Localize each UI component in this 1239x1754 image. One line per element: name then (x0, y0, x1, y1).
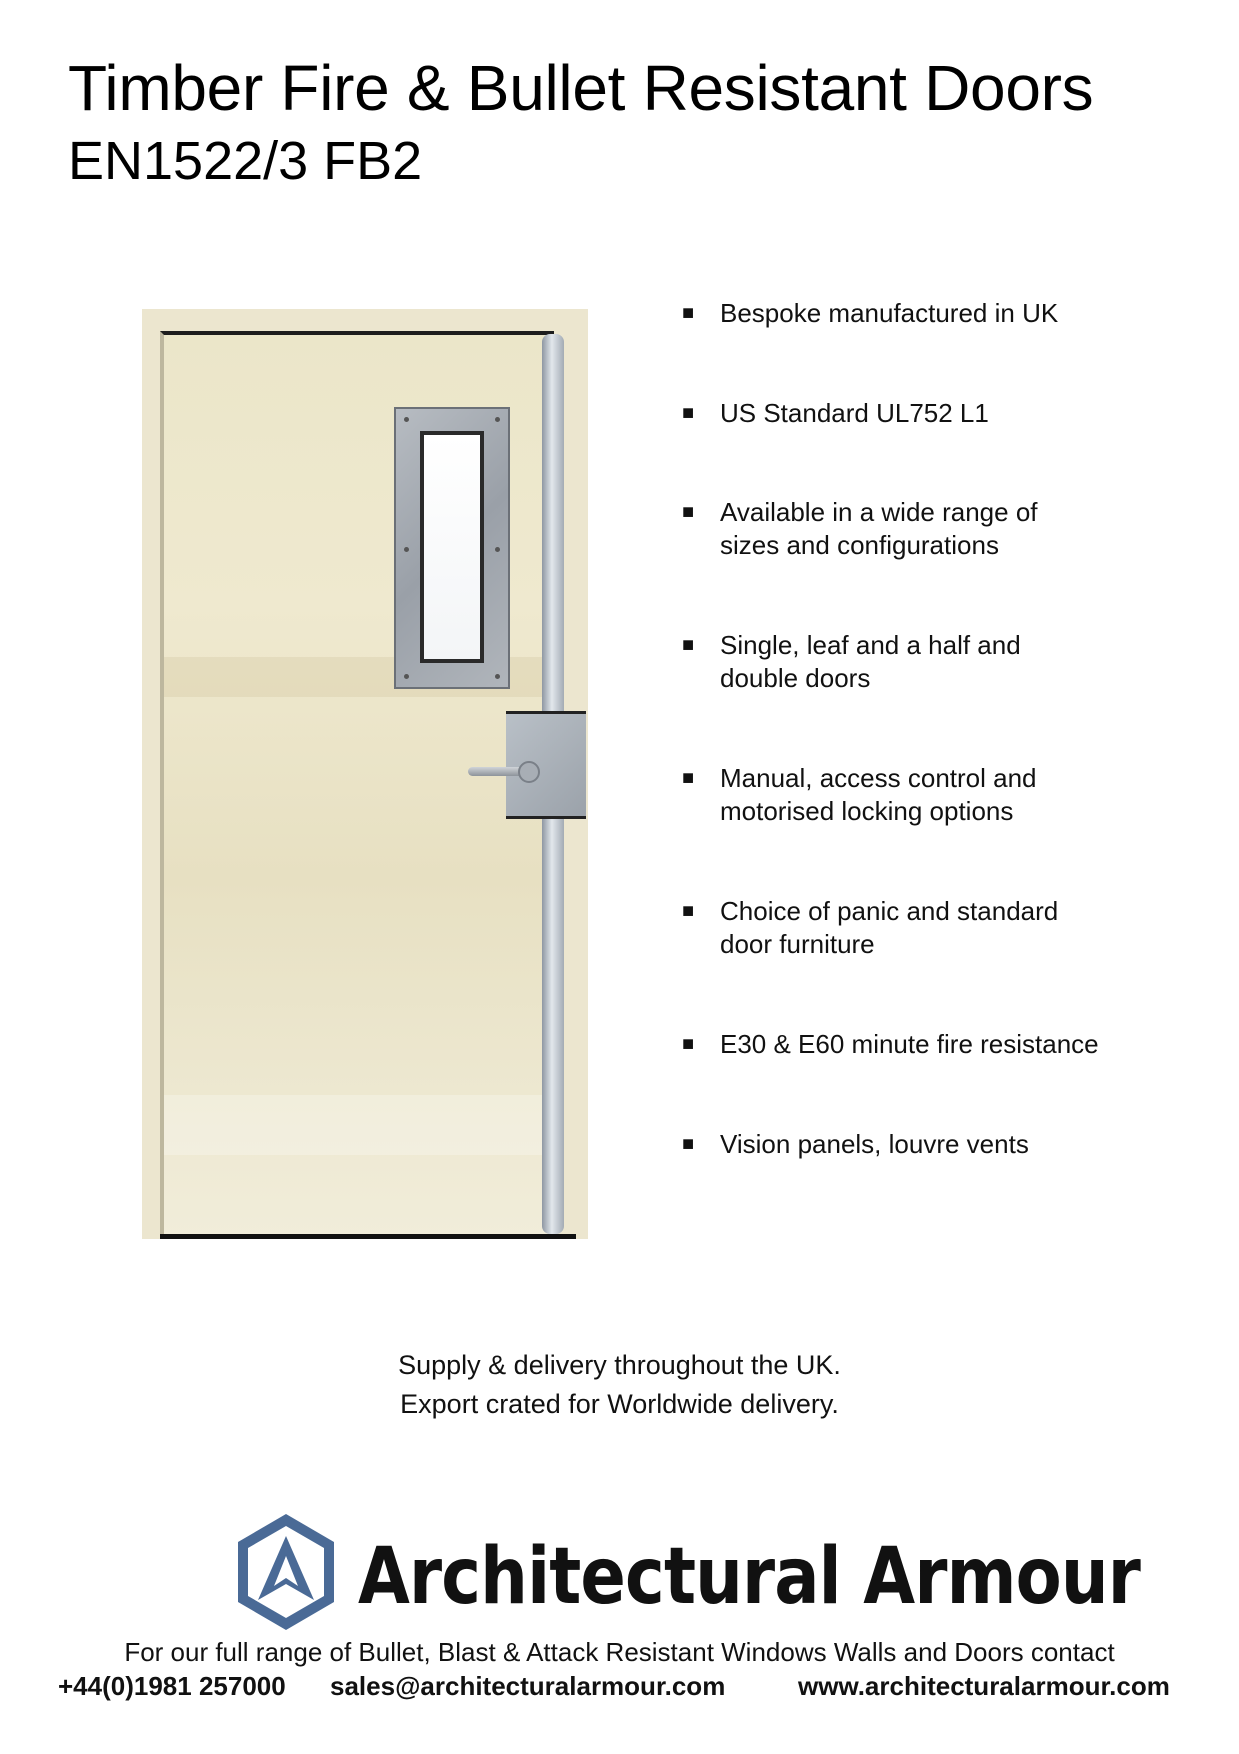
export-text: Export crated for Worldwide delivery. (400, 1389, 839, 1419)
feature-text: US Standard UL752 L1 (720, 398, 989, 428)
lock-plate (506, 711, 586, 819)
feature-text: Choice of panic and standard door furniture (720, 896, 1059, 959)
phone-number[interactable]: +44(0)1981 257000 (58, 1671, 286, 1701)
feature-text: Manual, access control and motorised locking options (720, 763, 1037, 826)
bullet-icon: ■ (682, 634, 695, 656)
handle-rose (518, 761, 540, 783)
bullet-icon: ■ (682, 302, 695, 324)
contact-line: For our full range of Bullet, Blast & Attack Resistant Windows Walls and Doors contact (124, 1637, 1115, 1667)
feature-item (682, 1028, 1202, 1061)
feature-item (682, 397, 1202, 430)
brand-name: Architectural Armour (358, 1532, 1140, 1622)
feature-text: Single, leaf and a half and double doors (720, 630, 1021, 693)
door-illustration (142, 309, 588, 1239)
page-subtitle: EN1522/3 FB2 (68, 131, 423, 191)
page-title: Timber Fire & Bullet Resistant Doors (68, 52, 1094, 124)
feature-item (682, 762, 1202, 828)
feature-item (682, 1128, 1202, 1161)
website-link[interactable]: www.architecturalarmour.com (798, 1671, 1170, 1701)
feature-item (682, 496, 1202, 562)
bullet-icon: ■ (682, 1033, 695, 1055)
feature-item (682, 297, 1202, 330)
vision-panel-glass (420, 431, 484, 663)
feature-item (682, 629, 1202, 695)
bullet-icon: ■ (682, 767, 695, 789)
hexagon-a-logo-icon (234, 1512, 338, 1632)
feature-text: Bespoke manufactured in UK (720, 298, 1059, 328)
feature-text: Available in a wide range of sizes and configurations (720, 497, 1038, 560)
email-link[interactable]: sales@architecturalarmour.com (330, 1671, 726, 1701)
door-threshold (160, 1234, 576, 1239)
bullet-icon: ■ (682, 501, 695, 523)
feature-text: E30 & E60 minute fire resistance (720, 1029, 1099, 1059)
feature-text: Vision panels, louvre vents (720, 1129, 1029, 1159)
supply-text: Supply & delivery throughout the UK. (398, 1350, 841, 1380)
bullet-icon: ■ (682, 1133, 695, 1155)
bullet-icon: ■ (682, 402, 695, 424)
bullet-icon: ■ (682, 900, 695, 922)
feature-item (682, 895, 1202, 961)
vision-panel (394, 407, 510, 689)
